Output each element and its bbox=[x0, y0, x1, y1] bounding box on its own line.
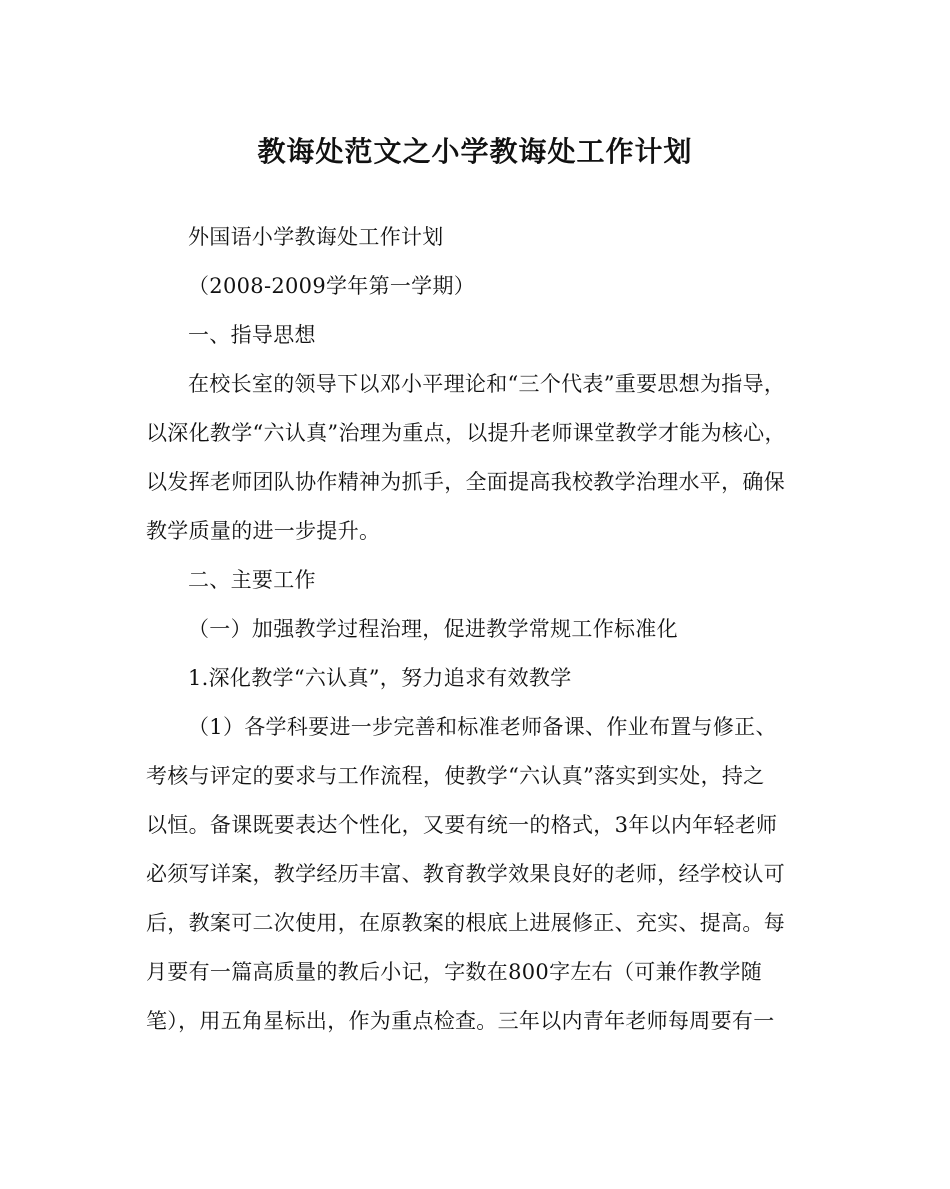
paragraph-line: 考核与评定的要求与工作流程，使教学“六认真”落实到实处，持之 bbox=[146, 764, 765, 788]
paragraph-line: 在校长室的领导下以邓小平理论和“三个代表”重要思想为指导， bbox=[188, 372, 786, 396]
subtitle-semester: （2008-2009学年第一学期） bbox=[188, 274, 476, 298]
paragraph-line: 以发挥老师团队协作精神为抓手，全面提高我校教学治理水平，确保 bbox=[146, 470, 785, 494]
paragraph-line: 月要有一篇高质量的教后小记，字数在800字左右（可兼作教学随 bbox=[146, 960, 763, 984]
subsection-heading: （一）加强教学过程治理，促进教学常规工作标准化 bbox=[188, 617, 678, 641]
paragraph-line: 笔），用五角星标出，作为重点检查。三年以内青年老师每周要有一 bbox=[146, 1009, 775, 1033]
section-heading-guiding-ideology: 一、指导思想 bbox=[188, 323, 316, 347]
paragraph-line: 必须写详案，教学经历丰富、教育教学效果良好的老师，经学校认可 bbox=[146, 862, 785, 886]
document-title: 教诲处范文之小学教诲处工作计划 bbox=[257, 135, 693, 168]
paragraph-line: 教学质量的进一步提升。 bbox=[146, 519, 381, 543]
paragraph-line: 以深化教学“六认真”治理为重点，以提升老师课堂教学才能为核心， bbox=[146, 421, 786, 445]
section-heading-main-work: 二、主要工作 bbox=[188, 568, 316, 592]
paragraph-line: 以恒。备课既要表达个性化，又要有统一的格式，3年以内年轻老师 bbox=[146, 813, 778, 837]
subtitle-school-plan: 外国语小学教诲处工作计划 bbox=[188, 225, 444, 249]
paragraph-line: 后，教案可二次使用，在原教案的根底上进展修正、充实、提高。每 bbox=[146, 911, 785, 935]
item-heading: 1.深化教学“六认真”，努力追求有效教学 bbox=[188, 666, 572, 690]
paragraph-line: （1）各学科要进一步完善和标准老师备课、作业布置与修正、 bbox=[188, 715, 777, 739]
